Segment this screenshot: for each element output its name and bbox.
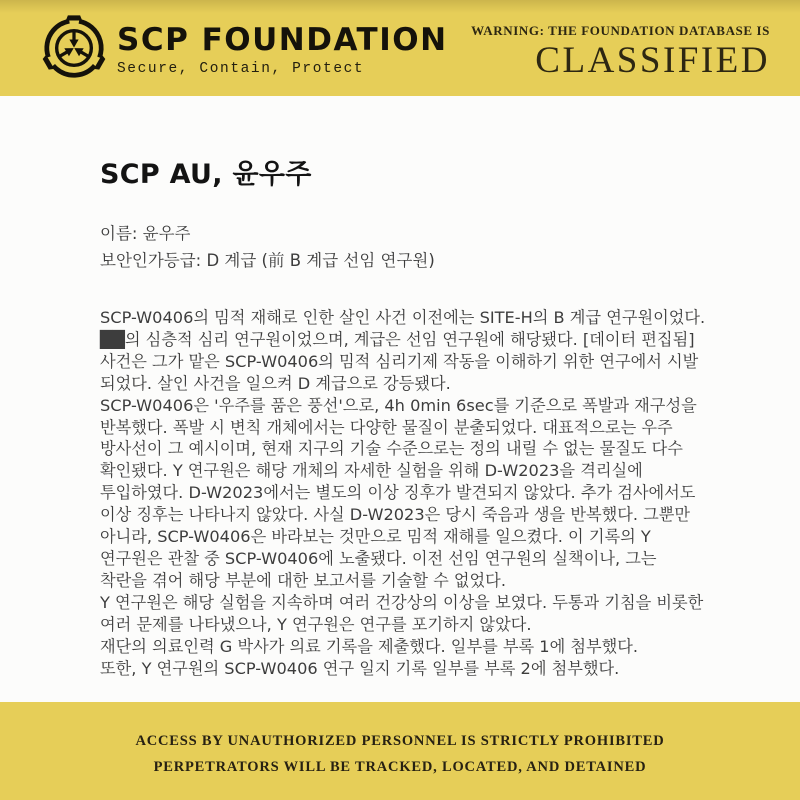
warning-text: WARNING: THE FOUNDATION DATABASE IS (471, 23, 770, 38)
brand-text (117, 14, 448, 77)
brand (0, 0, 448, 82)
warning-block (471, 0, 800, 82)
body-paragraph: Y 연구원은 해당 실험을 지속하며 여러 건강상의 이상을 보였다. 두통과 기침을 비롯한 여러 문제를 나타냈으나, Y 연구원은 연구를 포기하지 않았다. (100, 592, 704, 634)
brand-title: SCP FOUNDATION (117, 22, 448, 58)
header (0, 0, 800, 96)
footer-line-2: PERPETRATORS WILL BE TRACKED, LOCATED, AND DETAINED (153, 758, 647, 775)
page-title: SCP AU, 윤우주 (100, 159, 312, 190)
document-body (0, 96, 800, 702)
brand-motto: Secure, Contain, Protect (117, 60, 365, 77)
footer (0, 702, 800, 800)
classified-stamp: CLASSIFIED (535, 40, 770, 81)
body-paragraph: 재단의 의료인력 G 박사가 의료 기록을 제출했다. 일부를 부록 1에 첨부했다. (100, 636, 639, 656)
info-clearance-line: 보안인가등급: D 계급 (前 B 계급 선임 연구원) (100, 251, 435, 270)
info-block (100, 220, 706, 274)
body-paragraph: SCP-W0406은 '우주를 품은 풍선'으로, 4h 0min 6sec를 기준으로 폭발과 재구성을 반복했다. 폭발 시 변칙 개체에서는 다양한 물질이 분출되었다. 대표적으로는 우주 방사선이 그 예시이며, 현재 지구의 기술 수준으로는 정의 내릴 수 없는 물질도 다수 확인됐다. Y 연구원은 해당 개체의 자세한 실험을 위해 D-W2023을 격리실에 투입하였다. D-W2023에서는 별도의 이상 징후가 발견되지 않았다. 추가 검사에서도 이상 징후는 나타나지 않았다. 사실 D-W2023은 당시 죽음과 생을 반복했다. 그뿐만 아니라, SCP-W0406은 바라보는 것만으로 밈적 재해를 일으켰다. 이 기록의 Y 연구원은 관찰 중 SCP-W0406에 노출됐다. 이전 선임 연구원의 실책이나, 그는 착란을 겪어 해당 부분에 대한 보고서를 기술할 수 없었다. (100, 395, 697, 590)
body-paragraph: 또한, Y 연구원의 SCP-W0406 연구 일지 기록 일부를 부록 2에 첨부했다. (100, 658, 620, 678)
document-paragraphs (100, 307, 706, 679)
scp-logo-icon (40, 14, 108, 82)
body-paragraph: SCP-W0406의 밈적 재해로 인한 살인 사건 이전에는 SITE-H의 B 계급 연구원이었다. ██의 심층적 심리 연구원이었으며, 계급은 선임 연구원에 해당됐다. [데이터 편집됨] 사건은 그가 맡은 SCP-W0406의 밈적 심리기제 작동을 이해하기 위한 연구에서 시발 되었다. 살인 사건을 일으켜 D 계급으로 강등됐다. (100, 308, 706, 393)
footer-line-1: ACCESS BY UNAUTHORIZED PERSONNEL IS STRICTLY PROHIBITED (135, 733, 665, 749)
info-name-line: 이름: 윤우주 (100, 224, 191, 243)
